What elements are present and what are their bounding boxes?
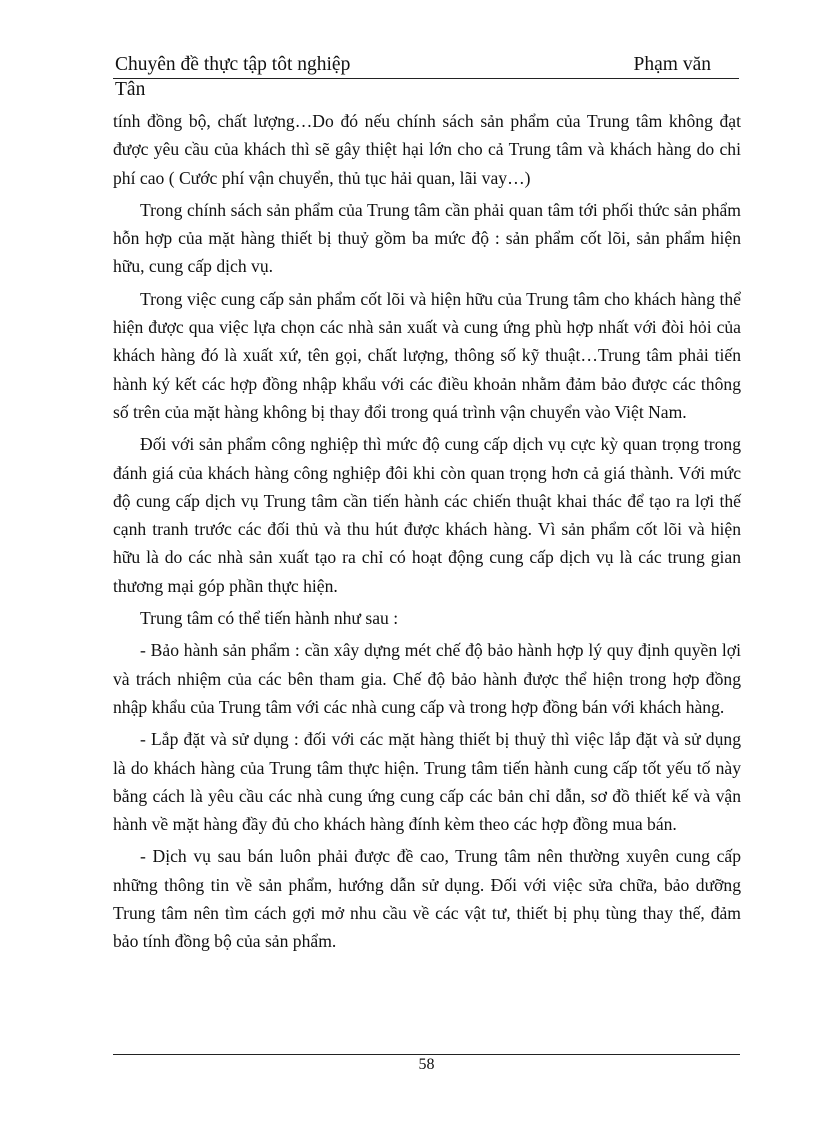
footer-divider (113, 1054, 740, 1055)
paragraph-industrial-services: Đối với sản phẩm công nghiệp thì mức độ cung cấp dịch vụ cực kỳ quan trọng trong đánh giá của khách hàng công nghiệp đôi khi còn quan trọng hơn cả giá thành. Với mức độ cung cấp dịch vụ Trung tâm cần tiến hành các chiến thuật khai thác để tạo ra lợi thế cạnh tranh trước các đối thủ và thu hút được khách hàng. Vì sản phẩm cốt lõi và hiện hữu là do các nhà sản xuất tạo ra chỉ có hoạt động cung cấp dịch vụ là các trung gian thương mại góp phần thực hiện. (113, 434, 741, 596)
paragraph-core-products: Trong việc cung cấp sản phẩm cốt lõi và hiện hữu của Trung tâm cho khách hàng thể hiện được qua việc lựa chọn các nhà sản xuất và cung ứng phù hợp nhất với đòi hỏi của khách hàng đó là xuất xứ, tên gọi, chất lượng, thông số kỹ thuật…Trung tâm phải tiến hành ký kết các hợp đồng nhập khẩu với các điều khoản nhằm đảm bảo được các thông số trên của mặt hàng không bị thay đổi trong quá trình vận chuyển vào Việt Nam. (113, 288, 741, 422)
paragraph-continuation: tính đồng bộ, chất lượng…Do đó nếu chính sách sản phẩm của Trung tâm không đạt được yêu cầu của khách thì sẽ gây thiệt hại lớn cho cả Trung tâm và khách hàng do chi phí cao ( Cước phí vận chuyển, thủ tục hải quan, lãi vay…) (113, 111, 741, 188)
page-number: 58 (418, 1056, 435, 1073)
paragraph-product-policy: Trong chính sách sản phẩm của Trung tâm cần phải quan tâm tới phối thức sản phẩm hỗn hợp của mặt hàng thiết bị thuỷ gồm ba mức độ : sản phẩm cốt lõi, sản phẩm hiện hữu, cung cấp dịch vụ. (113, 199, 741, 277)
body-text (113, 107, 741, 956)
paragraph-installation: - Lắp đặt và sử dụng : đối với các mặt hàng thiết bị thuỷ thì việc lắp đặt và sử dụng là do khách hàng của Trung tâm thực hiện. Trung tâm tiến hành cung cấp tốt yếu tố này bằng cách là yêu cầu các nhà cung ứng cung cấp các bản chỉ dẫn, sơ đồ thiết kế và vận hành về mặt hàng đầy đủ cho khách hàng đính kèm theo các hợp đồng mua bán. (113, 729, 741, 835)
paragraph-center-actions: Trung tâm có thể tiến hành như sau : (140, 608, 399, 629)
header-title: Chuyên đề thực tập tôt nghiệp (115, 54, 351, 75)
header-author-continued: Tân (115, 79, 146, 100)
paragraph-warranty: - Bảo hành sản phẩm : cần xây dựng mét chế độ bảo hành hợp lý quy định quyền lợi và trách nhiệm của các bên tham gia. Chế độ bảo hành được thể hiện trong hợp đồng nhập khẩu của Trung tâm với các nhà cung cấp và trong hợp đồng bán với khách hàng. (113, 640, 741, 717)
header-author: Phạm văn (633, 54, 711, 75)
running-header (113, 54, 739, 79)
paragraph-after-sales: - Dịch vụ sau bán luôn phải được đề cao, Trung tâm nên thường xuyên cung cấp những thông tin về sản phẩm, hướng dẫn sử dụng. Đối với việc sửa chữa, bảo dưỡng Trung tâm nên tìm cách gợi mở nhu cầu về các vật tư, thiết bị phụ tùng thay thế, đảm bảo tính đồng bộ của sản phẩm. (113, 846, 741, 952)
